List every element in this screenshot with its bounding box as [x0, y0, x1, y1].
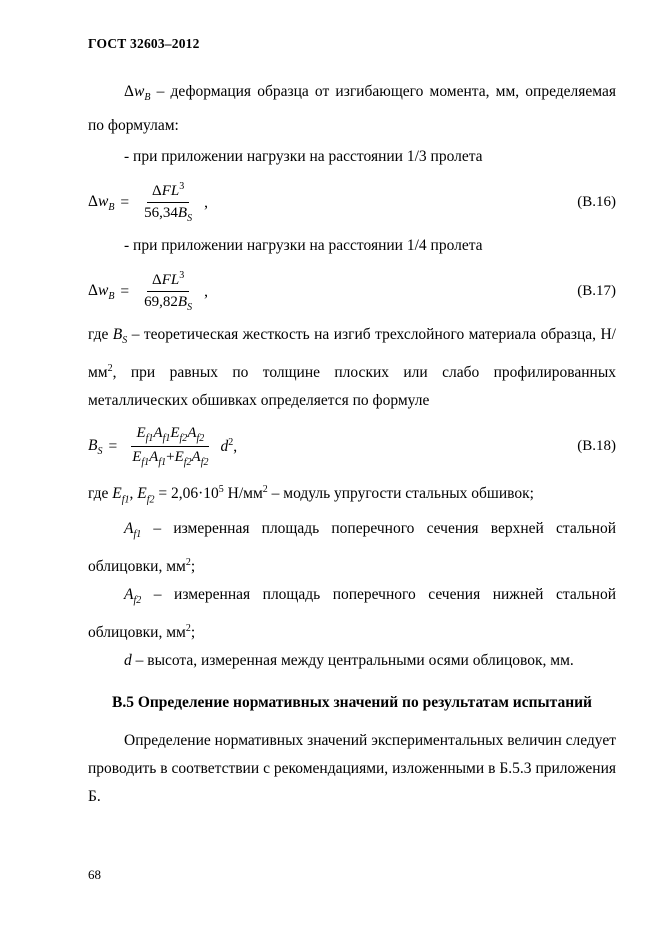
formula-b17-label: (В.17)	[577, 283, 616, 300]
equals-sign: =	[108, 437, 118, 455]
formula-b17-lhs: $\Delta w_B$	[88, 281, 115, 302]
symbol-ef1: E	[112, 485, 122, 503]
symbol-w: w	[133, 83, 145, 100]
para-normative-values: Определение нормативных значений экспериментальных величин следует проводить в соответствии с рекомендациями, изложенными в Б.5.3 приложения Б.	[88, 732, 616, 806]
formula-b16-expression	[88, 181, 208, 224]
numerator: ΔFL$^3$	[147, 181, 189, 203]
para-bs-definition: где $B_S$ – теоретическая жесткость на изгиб трехслойного материала образца, $Н/мм^2$, при равных по толщине плоских или слабо профилированных металлических обшивках определяется по формуле	[88, 326, 616, 410]
symbol-bs: B	[112, 326, 123, 344]
equals-sign: =	[120, 282, 130, 300]
doc-code-header: ГОСТ 32603–2012	[88, 36, 200, 51]
formula-b16-lhs: $\Delta w_B$	[88, 192, 115, 213]
symbol-ef2: E	[137, 485, 147, 503]
formula-b18-lhs: $B_S$	[88, 436, 103, 457]
formula-comma: ,	[204, 193, 208, 211]
para-af1-definition: $A_{f1}$ – измеренная площадь поперечного сечения верхней стальной облицовки, $мм^2$;	[88, 519, 616, 575]
fraction	[139, 181, 197, 224]
symbol-d: d	[124, 652, 132, 670]
denominator: $E_{f1}A_{f1}+E_{f2}A_{f2}$	[132, 449, 209, 469]
denominator: $56,34B_S$	[144, 205, 193, 225]
formula-comma: ,	[204, 282, 208, 300]
formula-b16	[88, 181, 616, 224]
formula-b18-label: (В.18)	[577, 438, 616, 455]
equals-sign: =	[120, 193, 130, 211]
formula-b16-label: (В.16)	[577, 194, 616, 211]
page-number: 68	[88, 867, 101, 882]
denominator: $69,82B_S$	[144, 294, 193, 314]
symbol-af1: A	[124, 519, 134, 537]
numerator: $E_{f1}A_{f1}E_{f2}A_{f2}$	[131, 425, 209, 447]
para-deformation	[88, 78, 616, 140]
formula-b18-tail: $d^2$,	[220, 437, 238, 456]
formula-b17	[88, 270, 616, 313]
bullet-load-one-third: - при приложении нагрузки на расстоянии 1/3 пролета	[124, 148, 483, 166]
formula-b18	[88, 425, 616, 468]
formula-b18-expression	[88, 425, 237, 468]
symbol-delta: Δ	[124, 83, 134, 100]
section-heading-b5: В.5 Определение нормативных значений по результатам испытаний	[111, 694, 592, 712]
para-deformation-text: – деформация образца от изгибающего момента, мм, определяемая по формулам:	[88, 83, 616, 135]
formula-b17-expression	[88, 270, 208, 313]
para-elastic-modulus: где $E_{f1}$, $E_{f2} = 2,06\cdot 10^5$ $Н/мм^2$ – модуль упругости стальных обшивок;	[88, 484, 534, 506]
para-d-definition: d – высота, измеренная между центральными осями облицовок, мм.	[124, 652, 574, 670]
symbol-w-sub: B	[144, 92, 151, 104]
numerator: ΔFL$^3$	[147, 270, 189, 292]
symbol-af2: A	[124, 585, 134, 603]
fraction	[127, 425, 213, 468]
para-af2-definition: $A_{f2}$ – измеренная площадь поперечного сечения нижней стальной облицовки, $мм^2$;	[88, 585, 616, 642]
fraction	[139, 270, 197, 313]
bullet-load-one-quarter: - при приложении нагрузки на расстоянии 1/4 пролета	[124, 237, 483, 255]
